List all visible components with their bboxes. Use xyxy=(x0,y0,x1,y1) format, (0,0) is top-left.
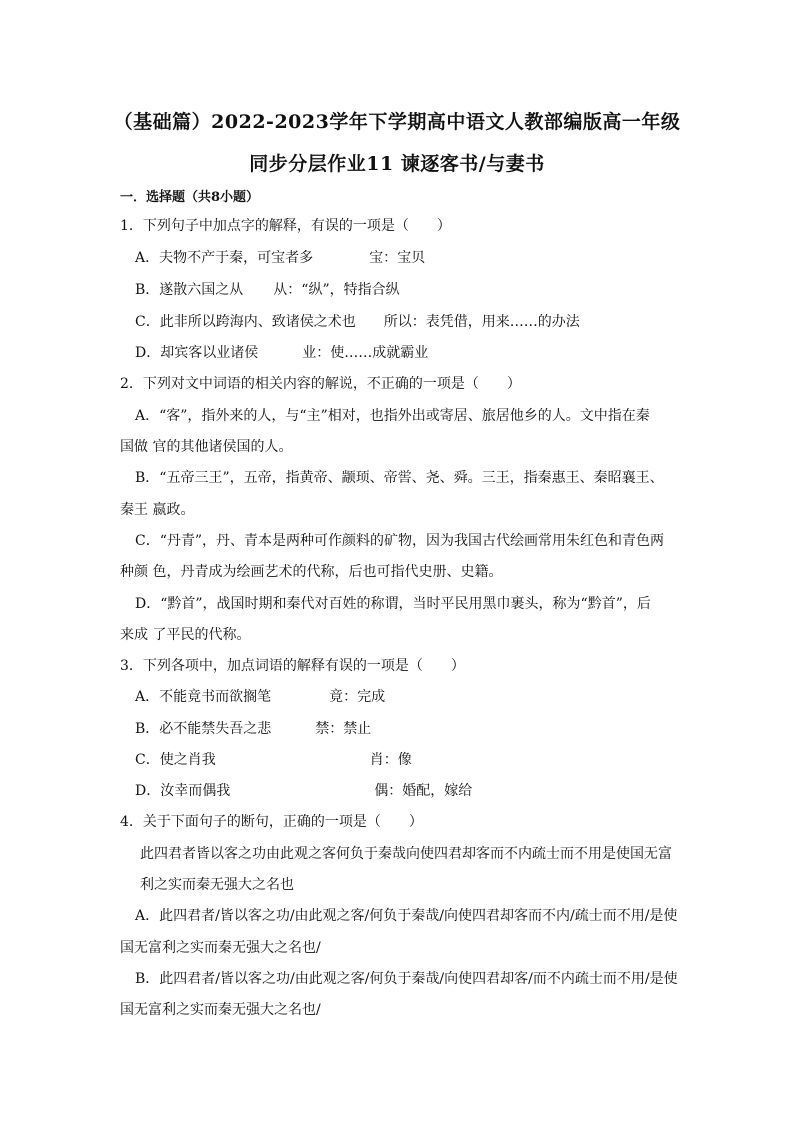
question-2-option-c-cont: 种颜 色，丹青成为绘画艺术的代称，后也可指代史册、史籍。 xyxy=(120,564,503,580)
question-2-option-b[interactable]: B．“五帝三王”，五帝，指黄帝、颛顼、帝喾、尧、舜。三王，指秦惠王、秦昭襄王、 xyxy=(135,470,664,486)
option-note: 业：使……成就霸业 xyxy=(302,345,429,361)
option-text: A．夫物不产于秦，可宝者多 xyxy=(135,250,314,266)
question-2-stem: 2．下列对文中词语的相关内容的解说，不正确的一项是（ ） xyxy=(120,376,521,392)
option-note: 从：“纵”，特指合纵 xyxy=(273,282,400,298)
question-1-option-b[interactable] xyxy=(135,280,400,300)
question-4-passage-line1: 此四君者皆以客之功由此观之客何负于秦哉向使四君却客而不内疏士而不用是使国无富 xyxy=(140,846,672,862)
option-text: C．此非所以跨海内、致诸侯之术也 xyxy=(135,314,356,330)
question-2-option-a[interactable]: A．“客”，指外来的人，与“主”相对，也指外出或寄居、旅居他乡的人。文中指在秦 xyxy=(135,408,650,424)
question-4-option-a-cont: 国无富利之实而秦无强大之名也/ xyxy=(120,940,321,956)
question-4-option-b[interactable]: B．此四君者/皆以客之功/由此观之客/何负于秦哉/向使四君却客/而不内疏士而不用/是使 xyxy=(135,971,678,987)
question-2-option-d[interactable]: D．“黔首”，战国时期和秦代对百姓的称谓，当时平民用黑巾裹头，称为“黔首”，后 xyxy=(135,596,651,612)
question-2-option-a-cont: 国做 官的其他诸侯国的人。 xyxy=(120,439,293,455)
option-text: B．必不能禁失吾之悲 xyxy=(135,721,272,737)
question-2-option-d-cont: 来成 了平民的代称。 xyxy=(120,627,251,643)
question-3-stem: 3．下列各项中，加点词语的解释有误的一项是（ ） xyxy=(120,658,465,674)
question-4-option-a[interactable]: A．此四君者/皆以客之功/由此观之客/何负于秦哉/向使四君却客而不内/疏士而不用/是使 xyxy=(135,908,678,924)
document-title-line2: 同步分层作业11 谏逐客书/与妻书 xyxy=(249,153,545,175)
question-3-option-d[interactable] xyxy=(135,781,472,801)
option-note: 肖：像 xyxy=(369,752,412,768)
option-note: 所以：表凭借，用来……的办法 xyxy=(383,314,580,330)
option-note: 竟：完成 xyxy=(329,689,386,705)
question-4-passage-line2: 利之实而秦无强大之名也 xyxy=(140,877,294,893)
question-1-option-c[interactable] xyxy=(135,312,580,332)
question-2-option-b-cont: 秦王 嬴政。 xyxy=(120,502,195,518)
option-text: C．使之肖我 xyxy=(135,752,216,768)
question-3-option-c[interactable] xyxy=(135,750,412,770)
question-1-option-a[interactable] xyxy=(135,248,425,268)
question-4-option-b-cont: 国无富利之实而秦无强大之名也/ xyxy=(120,1002,321,1018)
question-1-option-d[interactable] xyxy=(135,343,428,363)
option-note: 宝：宝贝 xyxy=(369,250,426,266)
option-text: D．却宾客以业诸侯 xyxy=(135,345,259,361)
question-3-option-a[interactable] xyxy=(135,687,385,707)
option-text: D．汝幸而偶我 xyxy=(135,783,231,799)
option-text: A．不能竟书而欲搁笔 xyxy=(135,689,272,705)
option-note: 禁：禁止 xyxy=(315,721,372,737)
question-2-option-c[interactable]: C．“丹青”，丹、青本是两种可作颜料的矿物，因为我国古代绘画常用朱红色和青色两 xyxy=(135,533,665,549)
question-4-stem: 4．关于下面句子的断句，正确的一项是（ ） xyxy=(120,814,423,830)
option-text: B．遂散六国之从 xyxy=(135,282,244,298)
question-1-stem: 1．下列句子中加点字的解释，有误的一项是（ ） xyxy=(120,218,451,234)
document-title-line1: （基础篇）2022-2023学年下学期高中语文人教部编版高一年级 xyxy=(113,111,681,133)
section-heading: 一．选择题（共8小题） xyxy=(120,190,260,205)
option-note: 偶：婚配，嫁给 xyxy=(374,783,473,799)
question-3-option-b[interactable] xyxy=(135,719,371,739)
